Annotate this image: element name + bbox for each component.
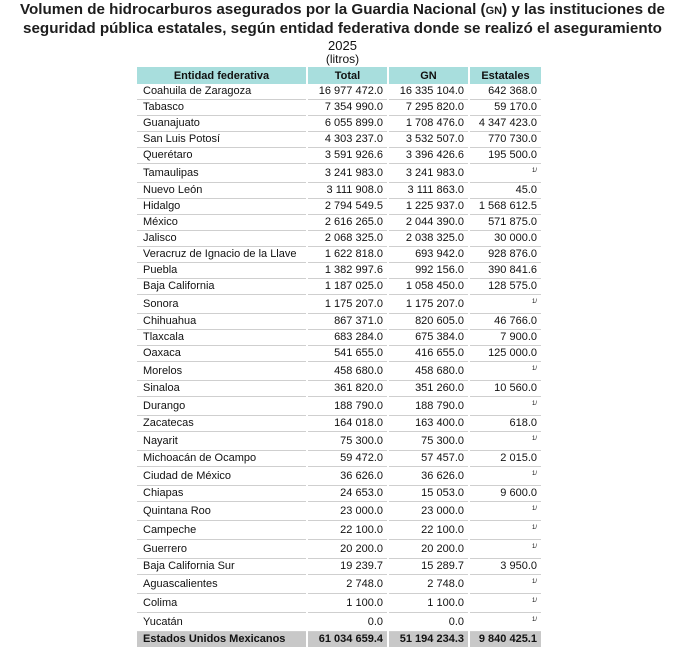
cell-gn: 2 044 390.0: [388, 215, 469, 231]
cell-gn: 2 748.0: [388, 575, 469, 594]
cell-gn: 820 605.0: [388, 314, 469, 330]
cell-estatales: 10 560.0: [469, 381, 541, 397]
col-header-estatales: Estatales: [469, 67, 541, 84]
cell-total: 3 591 926.6: [307, 148, 388, 164]
footnote-mark: 1/: [532, 525, 537, 531]
cell-estatales: 7 900.0: [469, 330, 541, 346]
cell-gn: 163 400.0: [388, 416, 469, 432]
total-row-gn: 51 194 234.3: [388, 632, 469, 647]
cell-gn: 1 100.0: [388, 594, 469, 613]
cell-gn: 351 260.0: [388, 381, 469, 397]
cell-estatales: 3 950.0: [469, 559, 541, 575]
cell-total: 3 111 908.0: [307, 183, 388, 199]
cell-gn: 693 942.0: [388, 247, 469, 263]
cell-estatales: [469, 432, 541, 451]
cell-total: 4 303 237.0: [307, 132, 388, 148]
cell-estatales: [469, 594, 541, 613]
cell-entidad: Durango: [137, 397, 307, 416]
table-row: [137, 183, 541, 199]
cell-gn: 2 038 325.0: [388, 231, 469, 247]
footnote-mark: 1/: [532, 436, 537, 442]
table-row: [137, 502, 541, 521]
cell-estatales: 195 500.0: [469, 148, 541, 164]
table-row: [137, 346, 541, 362]
table-row: [137, 231, 541, 247]
footnote-mark: 1/: [532, 598, 537, 604]
cell-estatales: 770 730.0: [469, 132, 541, 148]
footnote-mark: 1/: [532, 471, 537, 477]
cell-total: 1 622 818.0: [307, 247, 388, 263]
cell-gn: 1 175 207.0: [388, 295, 469, 314]
cell-gn: 22 100.0: [388, 521, 469, 540]
cell-gn: 3 396 426.6: [388, 148, 469, 164]
table-row: [137, 613, 541, 632]
report-title: [0, 0, 685, 38]
cell-estatales: [469, 397, 541, 416]
table-row: [137, 397, 541, 416]
cell-estatales: [469, 521, 541, 540]
cell-entidad: México: [137, 215, 307, 231]
cell-entidad: Baja California: [137, 279, 307, 295]
table-row: [137, 100, 541, 116]
cell-entidad: Chihuahua: [137, 314, 307, 330]
title-part-2: ) y las instituciones de seguridad pública estatales, según entidad federativa donde se realizó el aseguramiento: [23, 1, 665, 37]
cell-total: 22 100.0: [307, 521, 388, 540]
cell-entidad: Sinaloa: [137, 381, 307, 397]
cell-gn: 3 111 863.0: [388, 183, 469, 199]
cell-gn: 3 532 507.0: [388, 132, 469, 148]
table-row: [137, 381, 541, 397]
title-gn-abbrev: GN: [486, 5, 503, 17]
cell-total: 1 187 025.0: [307, 279, 388, 295]
cell-total: 59 472.0: [307, 451, 388, 467]
cell-estatales: [469, 575, 541, 594]
cell-estatales: [469, 164, 541, 183]
cell-entidad: Baja California Sur: [137, 559, 307, 575]
table-body: [137, 84, 541, 632]
table-row: [137, 148, 541, 164]
cell-total: 164 018.0: [307, 416, 388, 432]
cell-entidad: Guerrero: [137, 540, 307, 559]
table-total-row: [137, 632, 541, 647]
cell-total: 19 239.7: [307, 559, 388, 575]
cell-entidad: Coahuila de Zaragoza: [137, 84, 307, 100]
cell-gn: 188 790.0: [388, 397, 469, 416]
title-part-1: Volumen de hidrocarburos asegurados por la Guardia Nacional (: [20, 1, 486, 18]
cell-total: 7 354 990.0: [307, 100, 388, 116]
cell-total: 75 300.0: [307, 432, 388, 451]
total-row-label: Estados Unidos Mexicanos: [137, 632, 307, 647]
cell-entidad: Nuevo León: [137, 183, 307, 199]
volume-table: [137, 67, 541, 647]
cell-entidad: Hidalgo: [137, 199, 307, 215]
cell-entidad: San Luis Potosí: [137, 132, 307, 148]
cell-entidad: Tlaxcala: [137, 330, 307, 346]
table-row: [137, 540, 541, 559]
cell-total: 458 680.0: [307, 362, 388, 381]
footnote-mark: 1/: [532, 401, 537, 407]
cell-total: 2 794 549.5: [307, 199, 388, 215]
cell-gn: 992 156.0: [388, 263, 469, 279]
footnote-mark: 1/: [532, 579, 537, 585]
cell-entidad: Aguascalientes: [137, 575, 307, 594]
report-year: 2025: [0, 39, 685, 53]
table-row: [137, 416, 541, 432]
cell-total: 16 977 472.0: [307, 84, 388, 100]
table-row: [137, 330, 541, 346]
cell-estatales: 390 841.6: [469, 263, 541, 279]
cell-total: 0.0: [307, 613, 388, 632]
cell-estatales: 642 368.0: [469, 84, 541, 100]
cell-estatales: 9 600.0: [469, 486, 541, 502]
cell-estatales: 1 568 612.5: [469, 199, 541, 215]
cell-entidad: Sonora: [137, 295, 307, 314]
col-header-entidad: Entidad federativa: [137, 67, 307, 84]
cell-total: 361 820.0: [307, 381, 388, 397]
table-row: [137, 116, 541, 132]
table-row: [137, 279, 541, 295]
cell-total: 541 655.0: [307, 346, 388, 362]
cell-gn: 23 000.0: [388, 502, 469, 521]
col-header-total: Total: [307, 67, 388, 84]
cell-entidad: Puebla: [137, 263, 307, 279]
table-row: [137, 451, 541, 467]
cell-entidad: Tamaulipas: [137, 164, 307, 183]
cell-estatales: [469, 540, 541, 559]
cell-total: 1 175 207.0: [307, 295, 388, 314]
cell-total: 2 748.0: [307, 575, 388, 594]
cell-total: 683 284.0: [307, 330, 388, 346]
cell-gn: 3 241 983.0: [388, 164, 469, 183]
table-row: [137, 432, 541, 451]
table-row: [137, 467, 541, 486]
cell-estatales: 928 876.0: [469, 247, 541, 263]
table-header-row: [137, 67, 541, 84]
cell-total: 1 100.0: [307, 594, 388, 613]
cell-total: 188 790.0: [307, 397, 388, 416]
report-unit: (litros): [0, 53, 685, 66]
cell-estatales: 45.0: [469, 183, 541, 199]
table-row: [137, 575, 541, 594]
footnote-mark: 1/: [532, 506, 537, 512]
cell-total: 867 371.0: [307, 314, 388, 330]
cell-gn: 15 053.0: [388, 486, 469, 502]
cell-entidad: Zacatecas: [137, 416, 307, 432]
cell-total: 23 000.0: [307, 502, 388, 521]
cell-entidad: Morelos: [137, 362, 307, 381]
cell-gn: 416 655.0: [388, 346, 469, 362]
cell-estatales: [469, 362, 541, 381]
cell-entidad: Guanajuato: [137, 116, 307, 132]
cell-total: 2 616 265.0: [307, 215, 388, 231]
cell-gn: 15 289.7: [388, 559, 469, 575]
cell-entidad: Querétaro: [137, 148, 307, 164]
footnote-mark: 1/: [532, 544, 537, 550]
cell-entidad: Campeche: [137, 521, 307, 540]
cell-estatales: 618.0: [469, 416, 541, 432]
cell-entidad: Chiapas: [137, 486, 307, 502]
cell-estatales: 4 347 423.0: [469, 116, 541, 132]
total-row-estatales: 9 840 425.1: [469, 632, 541, 647]
table-row: [137, 594, 541, 613]
cell-gn: 1 708 476.0: [388, 116, 469, 132]
cell-entidad: Jalisco: [137, 231, 307, 247]
cell-estatales: 2 015.0: [469, 451, 541, 467]
cell-estatales: [469, 613, 541, 632]
table-row: [137, 521, 541, 540]
footnote-mark: 1/: [532, 366, 537, 372]
table-row: [137, 132, 541, 148]
cell-total: 1 382 997.6: [307, 263, 388, 279]
table-row: [137, 486, 541, 502]
cell-gn: 1 058 450.0: [388, 279, 469, 295]
cell-estatales: [469, 502, 541, 521]
cell-estatales: [469, 467, 541, 486]
table-row: [137, 314, 541, 330]
cell-gn: 675 384.0: [388, 330, 469, 346]
cell-estatales: 30 000.0: [469, 231, 541, 247]
table-row: [137, 84, 541, 100]
cell-entidad: Tabasco: [137, 100, 307, 116]
cell-entidad: Nayarit: [137, 432, 307, 451]
cell-gn: 458 680.0: [388, 362, 469, 381]
cell-total: 36 626.0: [307, 467, 388, 486]
footnote-mark: 1/: [532, 168, 537, 174]
table-row: [137, 263, 541, 279]
cell-entidad: Veracruz de Ignacio de la Llave: [137, 247, 307, 263]
cell-total: 3 241 983.0: [307, 164, 388, 183]
cell-gn: 36 626.0: [388, 467, 469, 486]
total-row-total: 61 034 659.4: [307, 632, 388, 647]
cell-gn: 1 225 937.0: [388, 199, 469, 215]
footnote-mark: 1/: [532, 299, 537, 305]
table-row: [137, 559, 541, 575]
cell-estatales: 125 000.0: [469, 346, 541, 362]
table-row: [137, 362, 541, 381]
cell-total: 2 068 325.0: [307, 231, 388, 247]
cell-estatales: 571 875.0: [469, 215, 541, 231]
cell-gn: 7 295 820.0: [388, 100, 469, 116]
table-row: [137, 247, 541, 263]
cell-gn: 0.0: [388, 613, 469, 632]
footnote-mark: 1/: [532, 617, 537, 623]
cell-gn: 57 457.0: [388, 451, 469, 467]
cell-entidad: Yucatán: [137, 613, 307, 632]
cell-entidad: Michoacán de Ocampo: [137, 451, 307, 467]
cell-total: 6 055 899.0: [307, 116, 388, 132]
table-row: [137, 164, 541, 183]
cell-entidad: Quintana Roo: [137, 502, 307, 521]
cell-gn: 75 300.0: [388, 432, 469, 451]
cell-entidad: Oaxaca: [137, 346, 307, 362]
cell-gn: 20 200.0: [388, 540, 469, 559]
col-header-gn: GN: [388, 67, 469, 84]
table-row: [137, 215, 541, 231]
table-row: [137, 199, 541, 215]
cell-estatales: 46 766.0: [469, 314, 541, 330]
cell-estatales: 59 170.0: [469, 100, 541, 116]
cell-gn: 16 335 104.0: [388, 84, 469, 100]
table-row: [137, 295, 541, 314]
cell-entidad: Ciudad de México: [137, 467, 307, 486]
cell-estatales: [469, 295, 541, 314]
cell-entidad: Colima: [137, 594, 307, 613]
cell-total: 24 653.0: [307, 486, 388, 502]
cell-total: 20 200.0: [307, 540, 388, 559]
cell-estatales: 128 575.0: [469, 279, 541, 295]
